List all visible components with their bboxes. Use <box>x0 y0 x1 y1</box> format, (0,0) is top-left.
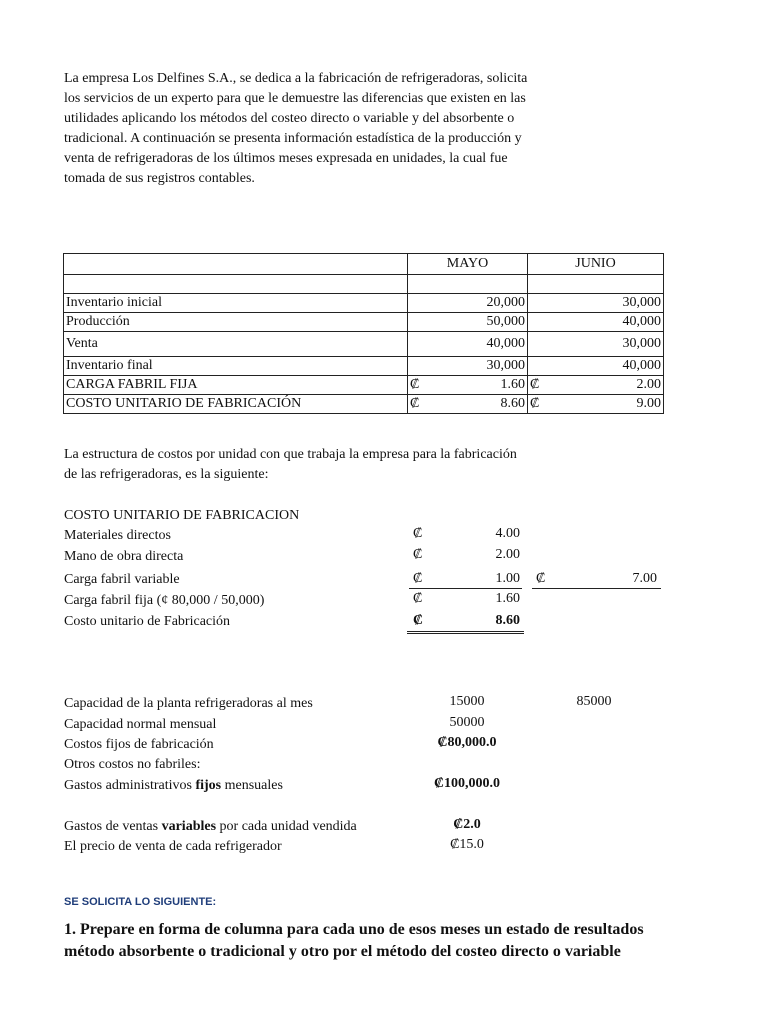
table-row <box>64 376 664 395</box>
cell-junio: ₡ 2.00 <box>528 376 664 395</box>
cell-mayo: 50,000 <box>408 313 528 332</box>
info-value: ₡2.0 <box>453 817 481 832</box>
table-header-row <box>64 254 664 275</box>
cost-total-label: Costo unitario de Fabricación <box>64 614 231 629</box>
cell-junio: 40,000 <box>528 357 664 376</box>
section-heading: SE SOLICITA LO SIGUIENTE: <box>64 896 217 908</box>
cost-item-value: 1.00 <box>495 571 520 586</box>
info-value: 15000 <box>449 694 485 709</box>
row-label: CARGA FABRIL FIJA <box>64 376 408 395</box>
intro-line: utilidades aplicando los métodos del costeo directo o variable y del absorbente o <box>64 111 515 126</box>
cost-subtotal-value: 7.00 <box>632 571 657 586</box>
intro-paragraph <box>64 69 584 189</box>
cost-subtotal-underline <box>532 570 661 589</box>
currency-symbol: ₡ <box>410 377 420 392</box>
cost-title: COSTO UNITARIO DE FABRICACION <box>64 508 300 523</box>
intro-line: venta de refrigeradoras de los últimos meses expresada en unidades, la cual fue <box>64 151 508 166</box>
table-row-blank <box>64 275 664 294</box>
currency-symbol: ₡ <box>413 613 424 628</box>
currency-symbol: ₡ <box>530 377 540 392</box>
cell-junio: 30,000 <box>528 294 664 313</box>
cost-total-box <box>407 612 524 634</box>
currency-symbol: ₡ <box>410 396 420 411</box>
cost-item-label: Carga fabril variable <box>64 572 180 587</box>
cost-total-value: 8.60 <box>495 613 520 628</box>
production-table <box>63 253 664 414</box>
structure-line: de las refrigeradoras, es la siguiente: <box>64 467 269 482</box>
row-label: COSTO UNITARIO DE FABRICACIÓN <box>64 395 408 414</box>
header-junio: JUNIO <box>528 254 664 275</box>
cell-junio: 30,000 <box>528 332 664 357</box>
info-value: ₡100,000.0 <box>433 776 501 791</box>
info-label: Costos fijos de fabricación <box>64 737 214 752</box>
currency-symbol: ₡ <box>530 396 540 411</box>
cost-item-label: Mano de obra directa <box>64 549 184 564</box>
info-value: 85000 <box>576 694 612 709</box>
currency-symbol: ₡ <box>413 571 423 586</box>
cost-item-value: 1.60 <box>495 591 520 606</box>
cell-junio: ₡ 9.00 <box>528 395 664 414</box>
cell-junio: 40,000 <box>528 313 664 332</box>
info-value: ₡15.0 <box>450 837 484 852</box>
intro-line: La empresa Los Delfines S.A., se dedica a la fabricación de refrigeradoras, solicita <box>64 71 528 86</box>
cell-mayo: 40,000 <box>408 332 528 357</box>
currency-symbol: ₡ <box>413 526 423 541</box>
info-value: 50000 <box>449 715 485 730</box>
row-label: Inventario inicial <box>64 294 408 313</box>
cell-mayo: 20,000 <box>408 294 528 313</box>
cost-item-value: 2.00 <box>495 547 520 562</box>
row-label: Producción <box>64 313 408 332</box>
cell-mayo: 30,000 <box>408 357 528 376</box>
structure-line: La estructura de costos por unidad con que trabaja la empresa para la fabricación <box>64 447 517 462</box>
intro-line: tomada de sus registros contables. <box>64 171 255 186</box>
header-mayo: MAYO <box>408 254 528 275</box>
info-label: Otros costos no fabriles: <box>64 757 201 772</box>
cost-item-label: Materiales directos <box>64 528 171 543</box>
question-1: 1. Prepare en forma de columna para cada uno de esos meses un estado de resultados <box>64 921 644 938</box>
header-empty <box>64 254 408 275</box>
cell-mayo: ₡ 1.60 <box>408 376 528 395</box>
info-label: Capacidad de la planta refrigeradoras al mes <box>64 696 313 711</box>
table-row <box>64 294 664 313</box>
structure-paragraph <box>64 445 517 485</box>
currency-symbol: ₡ <box>413 591 423 606</box>
intro-line: los servicios de un experto para que le demuestre las diferencias que existen en las <box>64 91 526 106</box>
table-row <box>64 313 664 332</box>
row-label: Venta <box>64 332 408 357</box>
row-label: Inventario final <box>64 357 408 376</box>
info-value: ₡80,000.0 <box>437 735 497 750</box>
info-label: Gastos de ventas variables por cada unidad vendida <box>64 819 357 834</box>
question-1-continuation: método absorbente o tradicional y otro por el método del costeo directo o variable <box>64 943 621 960</box>
currency-symbol: ₡ <box>536 571 546 586</box>
cost-item-label: Carga fabril fija (¢ 80,000 / 50,000) <box>64 593 265 608</box>
table-row <box>64 395 664 414</box>
cost-item-variable-underline <box>409 570 522 589</box>
info-label: Capacidad normal mensual <box>64 717 217 732</box>
intro-line: tradicional. A continuación se presenta información estadística de la producción y <box>64 131 522 146</box>
info-label: El precio de venta de cada refrigerador <box>64 839 282 854</box>
table-row <box>64 357 664 376</box>
currency-symbol: ₡ <box>413 547 423 562</box>
cell-mayo: ₡ 8.60 <box>408 395 528 414</box>
info-label: Gastos administrativos fijos mensuales <box>64 778 283 793</box>
cost-item-value: 4.00 <box>495 526 520 541</box>
table-row <box>64 332 664 357</box>
